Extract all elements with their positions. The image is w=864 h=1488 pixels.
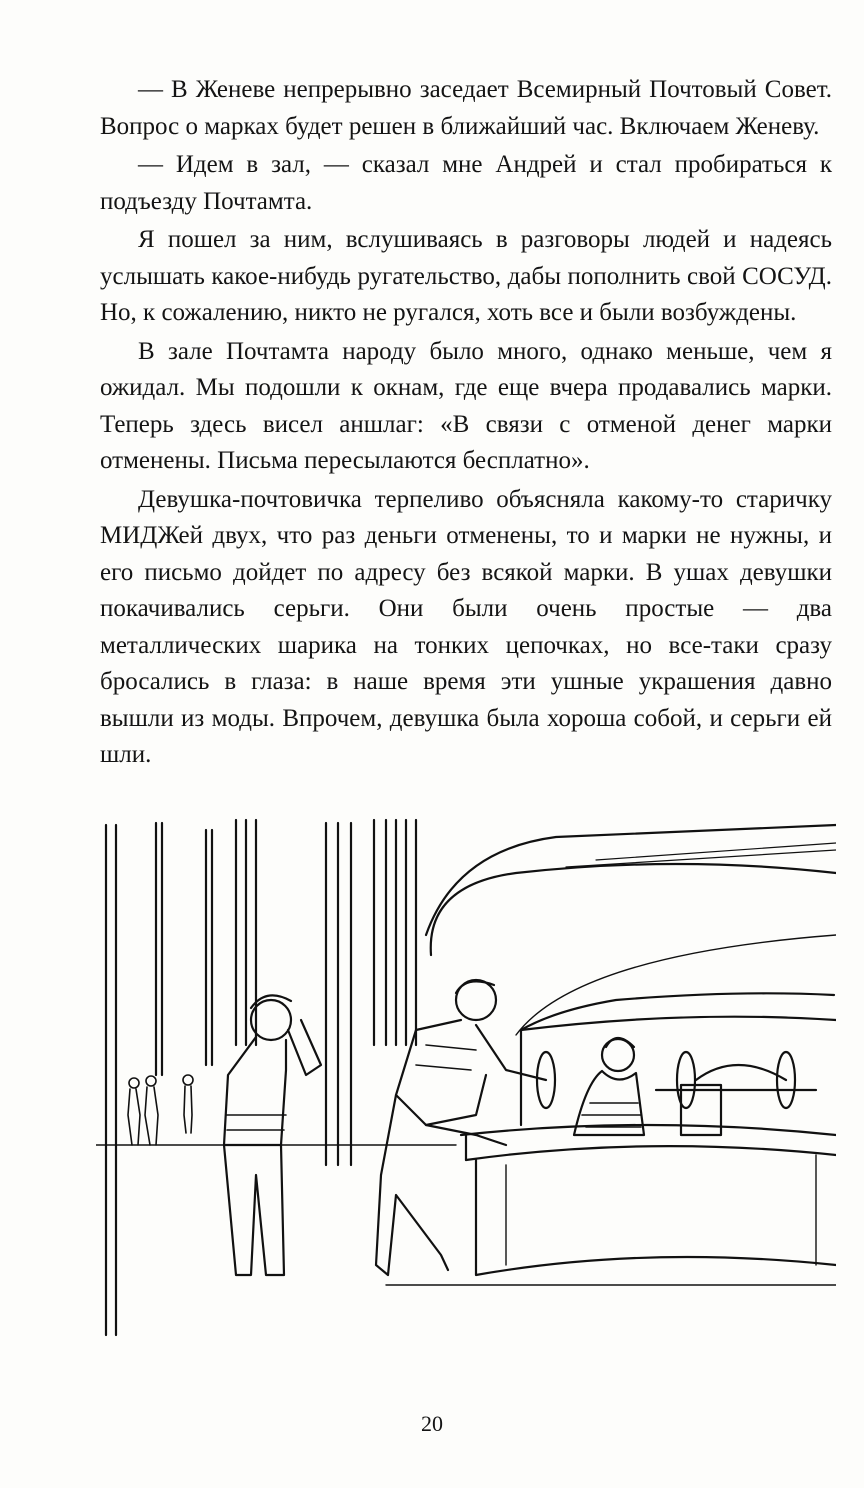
paragraph-3: Я пошел за ним, вслушиваясь в разговоры людей и надеясь услышать какое-нибудь ругательство, дабы пополнить свой СОСУД. Но, к сожалению, никто не ругался, хоть все и были возбуждены. — [100, 226, 832, 326]
post-office-hall-illustration — [96, 815, 836, 1380]
counter-booth — [521, 1017, 836, 1135]
paragraph-4: В зале Почтамта народу было много, однако меньше, чем я ожидал. Мы подошли к окнам, где еще вчера продавались марки. Теперь здесь висел аншлаг: «В связи с отменой денег марки отменены. Письма пересылаются бесплатно». — [100, 337, 832, 474]
dome — [426, 825, 836, 1035]
background-figures — [128, 1075, 193, 1145]
paragraph-2: — Идем в зал, — сказал мне Андрей и стал пробираться к подъезду Почтамта. — [100, 151, 832, 215]
man-center — [376, 980, 546, 1275]
page-number: 20 — [421, 1411, 443, 1436]
body-text — [100, 72, 832, 774]
paragraph-1: — В Женеве непрерывно заседает Всемирный Почтовый Совет. Вопрос о марках будет решен в ближайший час. Включаем Женеву. — [100, 76, 832, 140]
columns — [106, 820, 416, 1335]
clerk-girl — [574, 1038, 644, 1135]
counter-desk — [386, 1125, 836, 1285]
man-left — [224, 995, 321, 1275]
paragraph-5: Девушка-почтовичка терпеливо объясняла какому-то старичку МИДЖей двух, что раз деньги отменены, то и марки не нужны, и его письмо дойдет по адресу без всякой марки. В ушах девушки покачивались серьги. Они были очень простые — два металлических шарика на тонких цепочках, но все-таки сразу бросались в глаза: в наше время эти ушные украшения давно вышли из моды. Впрочем, девушка была хороша собой, и серьги ей шли. — [100, 485, 832, 768]
